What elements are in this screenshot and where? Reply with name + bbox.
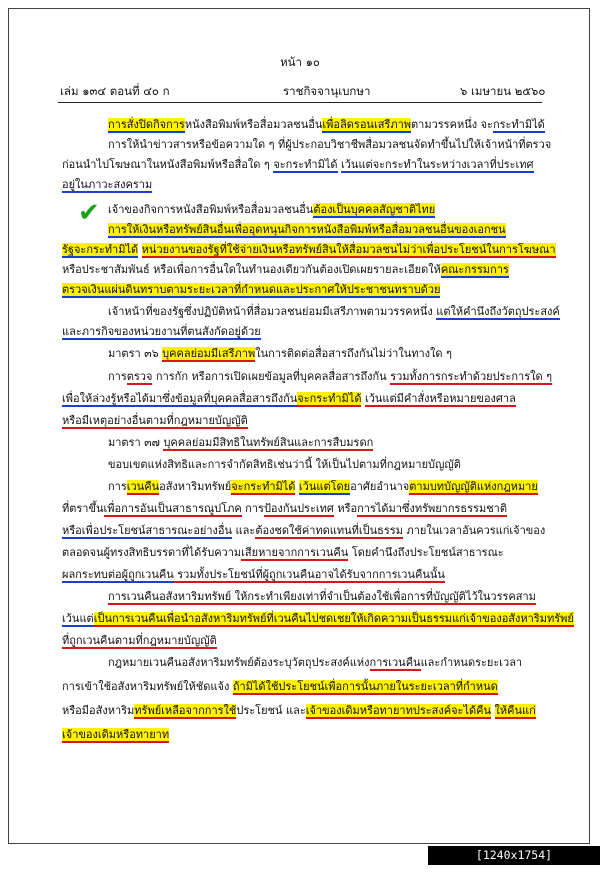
text-span: การ: [241, 502, 264, 515]
highlight: ถ้ามิได้ใช้ประโยชน์เพื่อการนั้นภายในระยะเวลาที่กำหนด: [232, 680, 498, 693]
underline: เสียหายจากการเวนคืน: [241, 546, 349, 559]
text-line: [108, 590, 542, 604]
underline: และภารกิจของหน่วยงานที่ตนสังกัดอยู่ด้วย: [62, 325, 261, 338]
text-line: [62, 158, 542, 172]
text-span: ประโยชน์ และ: [236, 704, 306, 717]
text-line: [62, 524, 546, 538]
text-line: [62, 283, 542, 297]
highlight: ให้คืนแก่: [494, 704, 536, 717]
underline: รวมทั้งประโยชน์ที่ผู้ถูกเวนคืนอาจได้รับจากการเวนคืนนั้น: [173, 568, 445, 581]
text-line: [62, 546, 542, 560]
underline: หรือมีเหตุอย่างอื่นตามที่กฎหมายบัญญัติ: [62, 414, 248, 427]
text-line: [62, 178, 542, 192]
highlight: จะกระทำมิได้: [231, 480, 296, 493]
underline: ต้องชดใช้ค่าทดแทนที่เป็นธรรม: [255, 524, 403, 537]
highlight: เพื่อลิดรอนเสรีภาพ: [322, 118, 412, 131]
text-span: อาศัยอำนาจ: [350, 480, 410, 493]
text-span: การกัก หรือการเปิดเผยข้อมูลที่บุคคลสื่อสารถึงกัน: [152, 370, 391, 383]
text-span: หนังสือพิมพ์หรือสื่อมวลชนอื่น: [184, 118, 323, 131]
text-line: [108, 118, 545, 132]
text-line: [62, 634, 542, 648]
text-span: เจ้าหน้าที่ของรัฐซึ่งปฏิบัติหน้าที่สื่อมวลชนย่อมมีเสรีภาพตามวรรคหนึ่ง: [108, 305, 437, 318]
volume-info: เล่ม ๑๓๔ ตอนที่ ๔๐ ก: [60, 84, 170, 98]
text-span: [491, 704, 495, 717]
page-number: หน้า ๑๐: [280, 55, 320, 69]
publish-date: ๖ เมษายน ๒๕๖๐: [460, 84, 546, 98]
text-line: [62, 392, 542, 406]
gazette-name: ราชกิจจานุเบกษา: [283, 84, 371, 98]
text-span: โดยคำนึงถึงประโยชน์สาธารณะ: [348, 546, 504, 559]
underline: เพื่อการอันเป็นสาธารณูปโภค: [103, 502, 242, 515]
highlight: คณะกรรมการ: [440, 263, 509, 276]
text-span: ก่อนนำไปโฆษณาในหนังสือพิมพ์หรือสื่อใด ๆ: [62, 158, 274, 171]
highlight: จะกระทำมิได้: [297, 392, 362, 405]
underline: ป้องกันประเทศ: [263, 502, 334, 515]
text-line: [62, 263, 542, 277]
check-mark-icon: ✔: [78, 198, 100, 228]
underline: แต่ให้คำนึงถึงวัตถุประสงค์: [436, 305, 560, 318]
underline: ตรวจ: [126, 370, 153, 383]
text-span: การเข้าใช้อสังหาริมทรัพย์ให้ชัดแจ้ง: [62, 680, 233, 693]
underline: เพื่อให้ล่วงรู้หรือได้มาซึ่งข้อมูลที่บุคคลสื่อสารถึงกัน: [62, 392, 298, 405]
text-span: กฎหมายเวนคืนอสังหาริมทรัพย์ต้องระบุวัตถุประสงค์แห่ง: [108, 656, 370, 669]
text-span: และกำหนดระยะเวลา: [420, 656, 523, 669]
highlight: เว้นแต่โดย: [298, 480, 351, 493]
underline: เว้นแต่: [62, 612, 94, 625]
underline: รวมทั้งการกระทำด้วยประการใด ๆ: [390, 370, 553, 383]
highlight: การสั่งปิดกิจการ: [108, 118, 185, 131]
highlight: เจ้าของเดิมหรือทายาท: [62, 728, 170, 741]
text-line: ขอบเขตแห่งสิทธิและการจำกัดสิทธิเช่นว่านี้ ให้เป็นไปตามที่กฎหมายบัญญัติ: [108, 458, 461, 471]
text-span: และ: [232, 524, 256, 537]
text-span: เจ้าของกิจการหนังสือพิมพ์หรือสื่อมวลชนอื่น: [108, 203, 314, 216]
highlight: การให้เงินหรือทรัพย์สินอื่นเพื่ออุดหนุนกิจการหนังสือพิมพ์หรือสื่อมวลชนอื่นของเอกชน: [108, 223, 506, 236]
text-line: [108, 370, 553, 384]
highlight: ตามบทบัญญัติแห่งกฎหมาย: [409, 480, 538, 493]
underline: กระทำมิได้: [492, 118, 545, 131]
text-line: [108, 223, 542, 237]
text-span: ในการติดต่อสื่อสารถึงกันไม่ว่าในทางใด ๆ: [255, 347, 452, 360]
text-line: [108, 656, 542, 670]
highlight: บุคคลย่อมมีเสรีภาพ: [162, 347, 256, 360]
text-span: มาตรา ๓๗: [108, 436, 164, 449]
text-line: [62, 568, 542, 582]
text-span: ที่ตราขึ้น: [62, 502, 104, 515]
text-line: [108, 203, 542, 217]
text-line: [62, 414, 542, 428]
text-line: [62, 680, 542, 694]
text-line: [108, 436, 542, 450]
text-line: [62, 728, 542, 742]
text-span: การ: [108, 480, 127, 493]
underline: ผลกระทบต่อผู้ถูกเวนคืน: [62, 568, 174, 581]
text-line: [62, 704, 542, 718]
underline: การเวนคืน: [369, 656, 421, 669]
text-line: การให้นำข่าวสารหรือข้อความใด ๆ ที่ผู้ประกอบวิชาชีพสื่อมวลชนจัดทำขึ้นไปให้เจ้าหน้าที่ตรวจ: [108, 138, 552, 151]
text-span: หรือประชาสัมพันธ์ หรือเพื่อการอื่นใดในทำนองเดียวกันต้องเปิดเผยรายละเอียดให้: [62, 263, 441, 276]
highlight: ต้องเป็นบุคคลสัญชาติไทย: [313, 203, 436, 216]
text-span: การ: [108, 370, 127, 383]
highlight: เป็นการเวนคืนเพื่อนำอสังหาริมทรัพย์ที่เวนคืนไปชดเชยให้เกิดความเป็นธรรมแก่เจ้าของอสังหาริมทรัพย์: [93, 612, 574, 625]
highlight: เจ้าของเดิมหรือทายาทประสงค์จะได้คืน: [305, 704, 491, 717]
text-line: [62, 325, 542, 339]
text-line: [108, 305, 560, 319]
underline: เว้นแต่จะกระทำในระหว่างเวลาที่ประเทศ: [341, 158, 534, 171]
highlight: หน่วยงานของรัฐที่ใช้จ่ายเงินหรือทรัพย์สินให้สื่อมวลชนไม่ว่าเพื่อประโยชน์ในการโฆษณา: [141, 243, 556, 256]
text-span: ตลอดจนผู้ทรงสิทธิบรรดาที่ได้รับความ: [62, 546, 242, 559]
text-line: [62, 612, 574, 626]
highlight: ตรวจเงินแผ่นดินทราบตามระยะเวลาที่กำหนดและประกาศให้ประชาชนทราบด้วย: [62, 283, 441, 296]
header-rule: [58, 102, 542, 103]
highlight: เวนคืน: [126, 480, 160, 493]
text-span: หรือ: [333, 502, 358, 515]
text-span: หรือมีอสังหาริม: [62, 704, 135, 717]
underline: บุคคลย่อมมีสิทธิในทรัพย์สินและการสืบมรดก: [163, 436, 374, 449]
text-line: [62, 502, 542, 516]
text-line: [108, 347, 542, 361]
image-size-watermark: [1240x1754] https://upic.me/: [428, 846, 600, 865]
text-span: ตามวรรคหนึ่ง จะ: [411, 118, 493, 131]
underline: จะกระทำมิได้: [273, 158, 338, 171]
underline: ที่ถูกเวนคืนตามที่กฎหมายบัญญัติ: [62, 634, 217, 647]
underline: หรือเพื่อประโยชน์สาธารณะอย่างอื่น: [62, 524, 233, 537]
text-span: อสังหาริมทรัพย์: [159, 480, 232, 493]
highlight: ทรัพย์เหลือจากการใช้: [134, 704, 237, 717]
text-span: ภายในเวลาอันควรแก่เจ้าของ: [402, 524, 546, 537]
highlight: รัฐจะกระทำมิได้: [62, 243, 139, 256]
underline: การได้มาซึ่งทรัพยากรธรรมชาติ: [357, 502, 507, 515]
underline: เว้นแต่มีคำสั่งหรือหมายของศาล: [364, 392, 516, 405]
text-line: [108, 480, 542, 494]
underline: การเวนคืนอสังหาริมทรัพย์ ให้กระทำเพียงเท่าที่จำเป็นต้องใช้เพื่อการที่บัญญัติไว้ในวรรคสาม: [108, 590, 536, 603]
text-line: [62, 243, 556, 257]
underline: อยู่ในภาวะสงคราม: [62, 178, 153, 191]
text-span: มาตรา ๓๖: [108, 347, 163, 360]
